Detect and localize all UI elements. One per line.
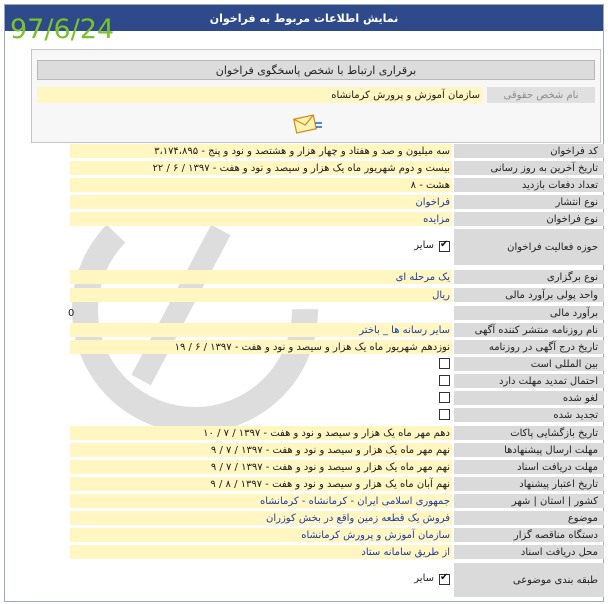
field-opening-date-value: ۱۰ / ۷ / ۱۳۹۷ - دهم مهر ماه یک هزار و سیصد و نود و هفت [70,426,452,440]
field-international [70,357,604,371]
category-other-label: سایر [414,573,434,584]
field-views [70,178,604,192]
field-receive-deadline-value: ۹ / ۷ / ۱۳۹۷ - نهم مهر ماه یک هزار و سیصد و نود و هفت [70,460,452,474]
field-send-deadline [70,443,604,457]
field-activity-label: حوزه فعالیت فراخوان [454,229,604,265]
field-estimate-label: برآورد مالی [454,306,604,320]
field-subject-label: موضوع [454,511,604,525]
renewed-checkbox[interactable] [439,409,450,420]
field-receive-deadline-label: مهلت دریافت اسناد [454,460,604,474]
field-extension [70,374,604,388]
field-publish-type-value: فراخوان [70,195,452,209]
field-validity-label: تاریخ اعتبار پیشنهاد [454,477,604,491]
field-last-update-label: تاریخ آخرین به روز رسانی [454,161,604,175]
field-currency-label: واحد پولی برآورد مالی [454,288,604,302]
field-ad-date-value: ۱۹ / ۶ / ۱۳۹۷ - نوزدهم شهریور ماه یک هزار و سیصد و نود و هفت [70,340,452,354]
field-views-label: تعداد دفعات بازدید [454,178,604,192]
contact-row [37,87,595,103]
field-estimate-box [70,306,452,320]
field-cancelled-label: لغو شده [454,391,604,405]
field-holding-type-value: یک مرحله ای [70,270,452,284]
field-call-type [70,212,604,226]
contact-heading: برقراری ارتباط با شخص پاسخگوی فراخوان [37,60,595,80]
activity-other-checkbox[interactable] [439,241,450,252]
field-estimate [70,306,604,320]
field-last-update-value: ۲۲ / ۶ / ۱۳۹۷ - بیست و دوم شهریور ماه یک هزار و سیصد و نود و هفت [70,161,452,175]
field-validity-value: ۹ / ۸ / ۱۳۹۷ - نهم آبان ماه یک هزار و سیصد و نود و هفت [70,477,452,491]
date-stamp: 97/6/24 [10,14,115,45]
field-doc-place-value: از طریق سامانه ستاد [70,545,452,559]
field-currency [70,288,604,302]
field-subject [70,511,604,525]
field-ad-date-label: تاریخ درج آگهی در روزنامه [454,340,604,354]
field-doc-place-label: محل دریافت اسناد [454,545,604,559]
field-newspaper-value: سایر رسانه ها _ باختر [70,323,452,337]
field-last-update [70,161,604,175]
category-other-checkbox[interactable] [439,574,450,585]
field-holding-type-label: نوع برگزاری [454,270,604,284]
field-newspaper-label: نام روزنامه منتشر کننده آگهی [454,323,604,337]
field-extension-label: احتمال تمدید مهلت دارد [454,374,604,388]
field-send-deadline-value: ۹ / ۷ / ۱۳۹۷ - نهم مهر ماه یک هزار و سیصد و نود و هفت [70,443,452,457]
field-views-value: ۸ - هشت [70,178,452,192]
field-opening-date [70,426,604,440]
field-code [70,144,604,158]
field-publish-type-label: نوع انتشار [454,195,604,209]
field-doc-place [70,545,604,559]
field-organizer-value: سازمان آموزش و پرورش کرمانشاه [70,528,452,542]
field-subject-value: فروش یک قطعه زمین واقع در بخش کوزران [70,511,452,525]
legal-entity-value: سازمان آموزش و پرورش کرمانشاه [37,87,483,103]
field-holding-type [70,270,604,284]
envelope-icon[interactable] [293,111,323,140]
field-cancelled [70,391,604,405]
field-receive-deadline [70,460,604,474]
field-renewed [70,408,604,422]
field-code-label: کد فراخوان [454,144,604,158]
field-code-value: ۳،۱۷۴،۸۹۵ - سه میلیون و صد و هفتاد و چهار هزار و هشتصد و نود و پنج [70,144,452,158]
field-publish-type [70,195,604,209]
activity-other-label: سایر [414,240,434,251]
field-validity [70,477,604,491]
international-checkbox[interactable] [439,358,450,369]
field-location [70,494,604,508]
field-location-label: کشور | استان | شهر [454,494,604,508]
legal-entity-label: نام شخص حقوقی [487,87,595,103]
field-category [70,563,604,597]
field-renewed-label: تجدید شده [454,408,604,422]
field-currency-value: ریال [70,288,452,302]
field-location-value: جمهوری اسلامی ایران - کرمانشاه - کرمانشاه [70,494,452,508]
field-organizer-label: دستگاه مناقصه گزار [454,528,604,542]
field-estimate-value: 0 [68,308,75,319]
page-title: نمایش اطلاعات مربوط به فراخوان [5,5,603,31]
field-call-type-label: نوع فراخوان [454,212,604,226]
field-activity [70,229,604,265]
field-ad-date [70,340,604,354]
field-international-label: بین المللی است [454,357,604,371]
field-call-type-value: مزایده [70,212,452,226]
field-category-label: طبقه بندی موضوعی [454,563,604,597]
field-organizer [70,528,604,542]
field-opening-date-label: تاریخ بازگشایی پاکات [454,426,604,440]
field-send-deadline-label: مهلت ارسال پیشنهادها [454,443,604,457]
extension-checkbox[interactable] [439,375,450,386]
cancelled-checkbox[interactable] [439,392,450,403]
field-newspaper [70,323,604,337]
